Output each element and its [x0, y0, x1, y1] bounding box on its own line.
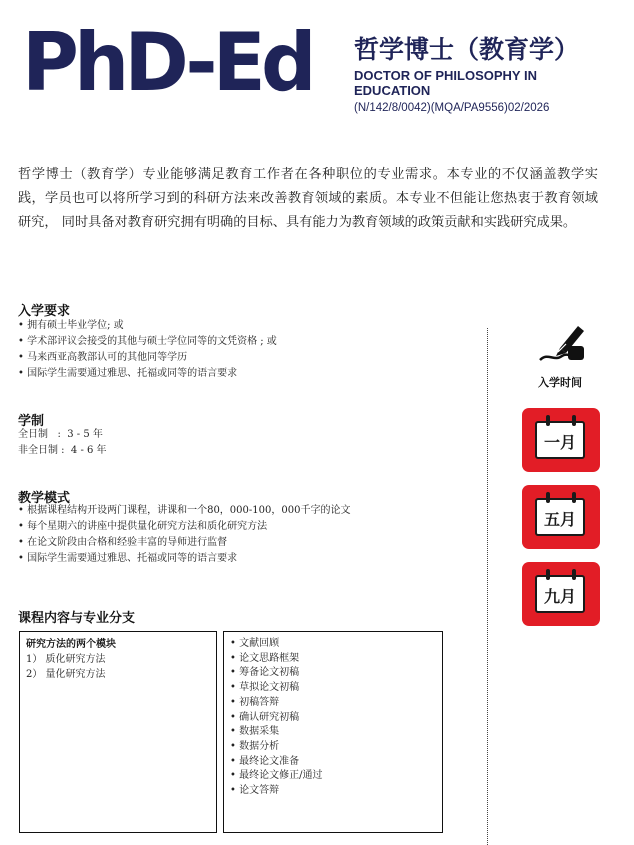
admission-requirements-list: [18, 318, 277, 382]
research-modules-box: [19, 631, 217, 833]
calendar-icon: [535, 575, 585, 613]
list-item: • 在论文阶段由合格和经验丰富的导师进行监督: [18, 535, 350, 551]
thesis-stages-list: [230, 637, 436, 799]
list-item: • 论文思路框架: [230, 652, 436, 667]
list-item: • 拥有硕士毕业学位; 或: [18, 318, 277, 334]
intake-label: 入学时间: [538, 376, 582, 389]
list-item: • 学术部评议会接受的其他与硕士学位同等的文凭资格 ; 或: [18, 334, 277, 350]
program-introduction: 哲学博士（教育学）专业能够满足教育工作者在各种职位的专业需求。本专业的不仅涵盖教学实践，学员也可以将所学习到的科研方法来改善教育领域的素质。本专业不但能让您热衷于教育领域研究， 同时具备对教育研究拥有明确的目标、具有能力为教育领域的政策贡献和实践研究成果。: [18, 167, 598, 230]
intake-month-may: [522, 485, 600, 549]
thesis-stages-box: [223, 631, 443, 833]
part-time-duration: 非全日制 : 4 - 6 年: [18, 445, 107, 456]
program-title-english: DOCTOR OF PHILOSOPHY IN EDUCATION: [354, 68, 537, 98]
calendar-icon: [535, 421, 585, 459]
duration-details: [18, 427, 107, 459]
program-logo: PhD-Ed: [22, 16, 312, 109]
full-time-duration: 全日制 : 3 - 5 年: [18, 429, 103, 440]
intake-month-september: [522, 562, 600, 626]
dotted-divider: [487, 328, 488, 845]
list-item: • 数据采集: [230, 725, 436, 740]
program-title-chinese: 哲学博士（教育学）: [354, 35, 580, 64]
list-item: • 最终论文修正/通过: [230, 769, 436, 784]
list-item: • 数据分析: [230, 740, 436, 755]
admission-heading: 入学要求: [18, 304, 71, 319]
list-item: • 根据课程结构开设两门课程，讲课和一个80，000-100，000千字的论文: [18, 503, 350, 519]
accreditation-code: (N/142/8/0042)(MQA/PA9556)02/2026: [354, 102, 550, 114]
list-item: • 筹备论文初稿: [230, 666, 436, 681]
teaching-mode-heading: 教学模式: [18, 491, 71, 506]
intake-month-january: [522, 408, 600, 472]
list-item: • 国际学生需要通过雅思、托福或同等的语言要求: [18, 366, 277, 382]
list-item: • 最终论文准备: [230, 755, 436, 770]
list-item: • 文献回顾: [230, 637, 436, 652]
course-content-heading: 课程内容与专业分支: [18, 611, 136, 626]
list-item: • 论文答辩: [230, 784, 436, 799]
module-item: 2） 量化研究方法: [26, 668, 106, 680]
module-item: 1） 质化研究方法: [26, 654, 106, 665]
teaching-mode-list: [18, 503, 350, 567]
modules-title: 研究方法的两个模块: [26, 639, 116, 650]
month-label: 五月: [543, 510, 576, 529]
duration-heading: 学制: [18, 414, 45, 429]
list-item: • 国际学生需要通过雅思、托福或同等的语言要求: [18, 551, 350, 567]
list-item: • 草拟论文初稿: [230, 681, 436, 696]
list-item: • 马来西亚高教部认可的其他同等学历: [18, 350, 277, 366]
list-item: • 确认研究初稿: [230, 711, 436, 726]
list-item: • 初稿答辩: [230, 696, 436, 711]
month-label: 九月: [543, 587, 576, 606]
pen-writing-icon: [538, 322, 588, 364]
month-label: 一月: [543, 433, 576, 452]
list-item: • 每个星期六的讲座中提供量化研究方法和质化研究方法: [18, 519, 350, 535]
calendar-icon: [535, 498, 585, 536]
